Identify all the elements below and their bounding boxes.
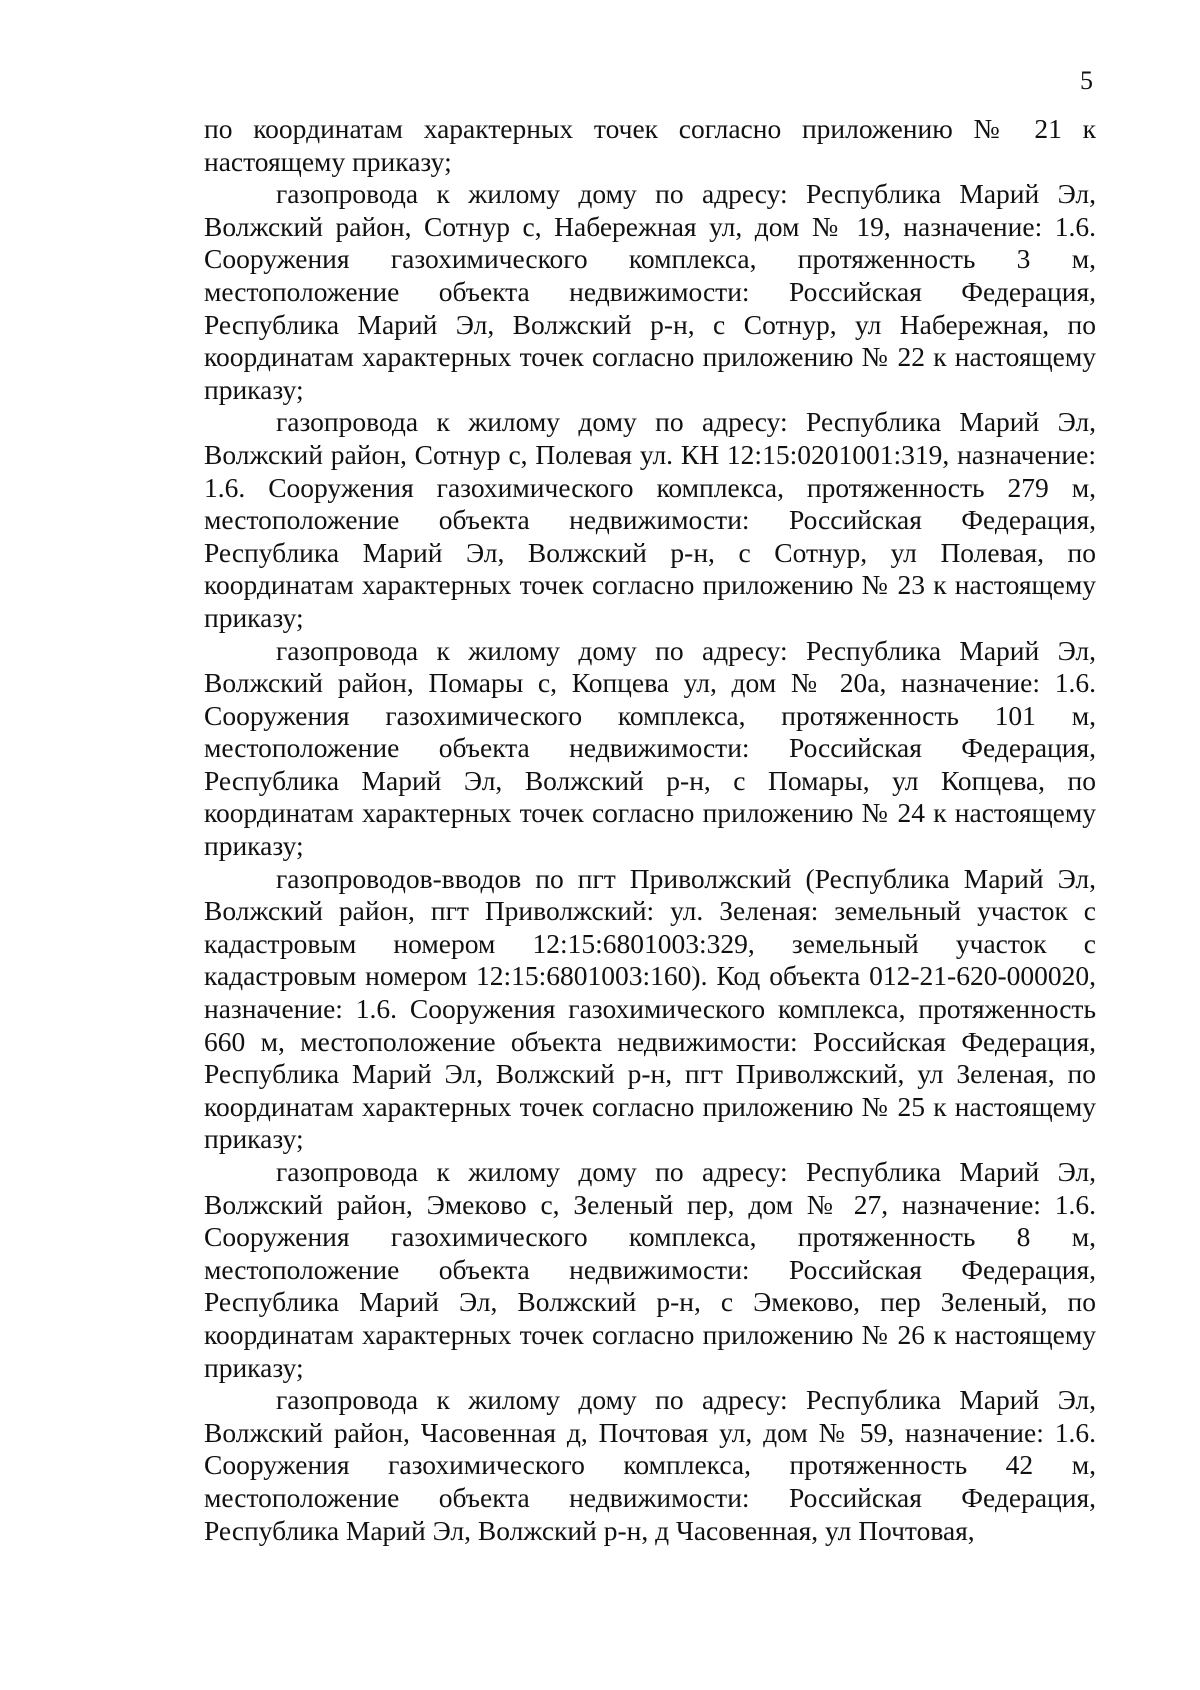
paragraph: по координатам характерных точек согласно приложению № 21 к настоящему приказу; xyxy=(204,113,1096,177)
paragraph: газопровода к жилому дому по адресу: Республика Марий Эл, Волжский район, Помары с, Копцева ул, дом № 20а, назначение: 1.6. Сооружения газохимического комплекса, протяженность 101 м, местоположение объекта недвижимости: Российская Федерация, Республика Марий Эл, Волжский р-н, с Помары, ул Копцева, по координатам характерных точек согласно приложению № 24 к настоящему приказу; xyxy=(204,634,1096,862)
paragraph: газопровода к жилому дому по адресу: Республика Марий Эл, Волжский район, Сотнур с, Набережная ул, дом № 19, назначение: 1.6. Сооружения газохимического комплекса, протяженность 3 м, местоположение объекта недвижимости: Российская Федерация, Республика Марий Эл, Волжский р-н, с Сотнур, ул Набережная, по координатам характерных точек согласно приложению № 22 к настоящему приказу; xyxy=(204,178,1096,405)
page-number: 5 xyxy=(1080,66,1093,95)
document-body xyxy=(204,113,1096,1547)
paragraph: газопровода к жилому дому по адресу: Республика Марий Эл, Волжский район, Сотнур с, Полевая ул. КН 12:15:0201001:319, назначение: 1.6. Сооружения газохимического комплекса, протяженность 279 м, местоположение объекта недвижимости: Российская Федерация, Республика Марий Эл, Волжский р-н, с Сотнур, ул Полевая, по координатам характерных точек согласно приложению № 23 к настоящему приказу; xyxy=(204,406,1096,633)
paragraph: газопроводов-вводов по пгт Приволжский (Республика Марий Эл, Волжский район, пгт Приволжский: ул. Зеленая: земельный участок с кадастровым номером 12:15:6801003:329, земельный участок с кадастровым номером 12:15:6801003:160). Код объекта 012-21-620-000020, назначение: 1.6. Сооружения газохимического комплекса, протяженность 660 м, местоположение объекта недвижимости: Российская Федерация, Республика Марий Эл, Волжский р-н, пгт Приволжский, ул Зеленая, по координатам характерных точек согласно приложению № 25 к настоящему приказу; xyxy=(204,862,1096,1155)
paragraph: газопровода к жилому дому по адресу: Республика Марий Эл, Волжский район, Часовенная д, Почтовая ул, дом № 59, назначение: 1.6. Сооружения газохимического комплекса, протяженность 42 м, местоположение объекта недвижимости: Российская Федерация, Республика Марий Эл, Волжский р-н, д Часовенная, ул Почтовая, xyxy=(204,1384,1096,1546)
paragraph: газопровода к жилому дому по адресу: Республика Марий Эл, Волжский район, Эмеково с, Зеленый пер, дом № 27, назначение: 1.6. Сооружения газохимического комплекса, протяженность 8 м, местоположение объекта недвижимости: Российская Федерация, Республика Марий Эл, Волжский р-н, с Эмеково, пер Зеленый, по координатам характерных точек согласно приложению № 26 к настоящему приказу; xyxy=(204,1156,1096,1383)
